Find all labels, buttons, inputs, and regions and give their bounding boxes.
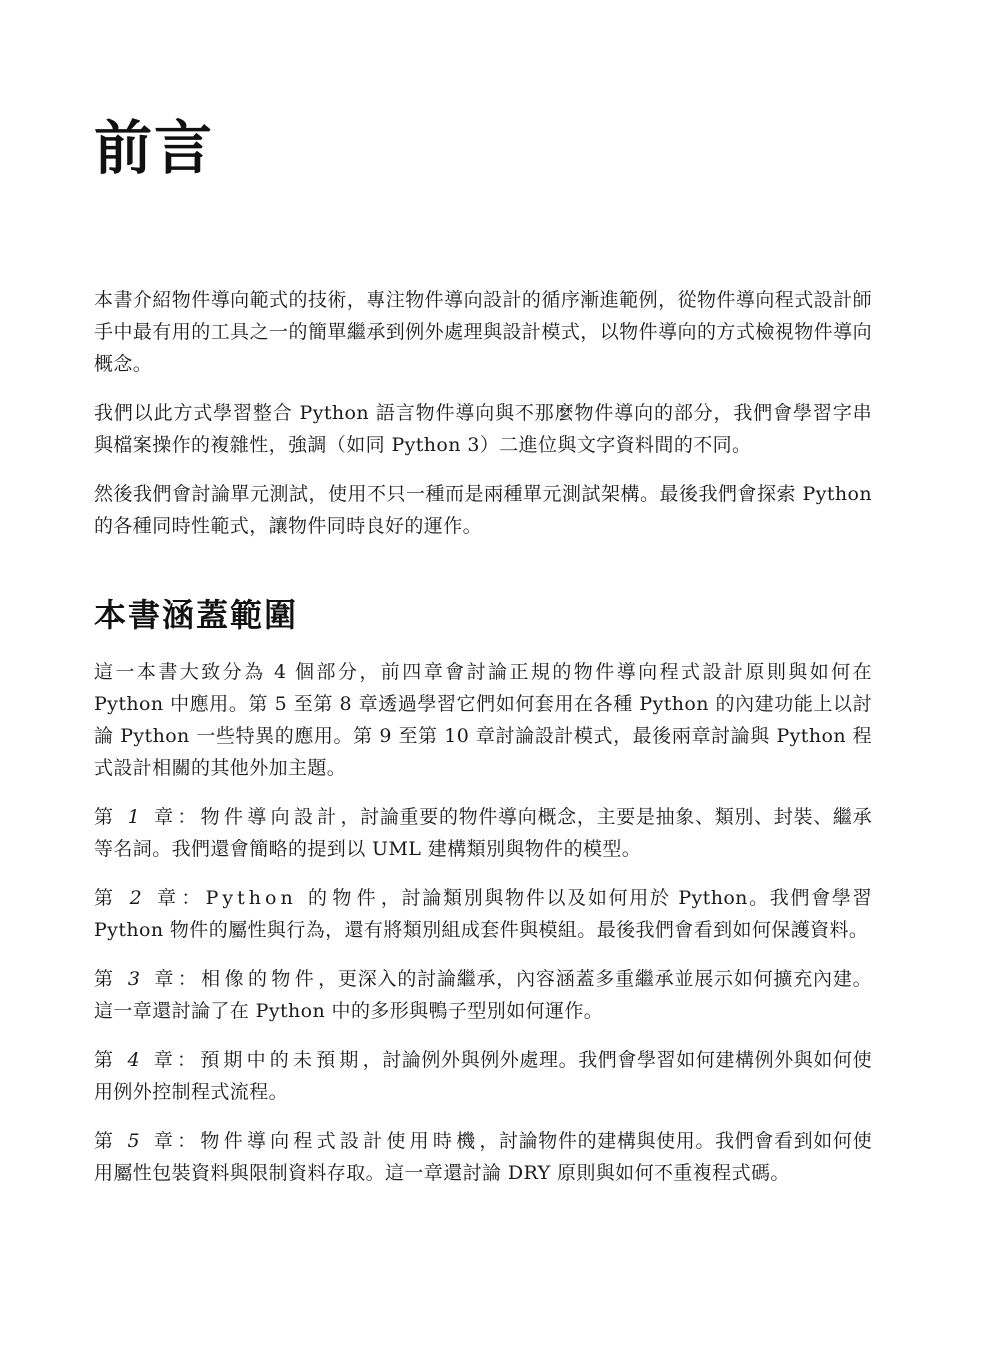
chapter-entry (94, 1125, 872, 1189)
chapter-prefix: 第 (94, 1130, 128, 1152)
chapter-lead (94, 968, 318, 990)
chapter-description: ，討論物件的建構與使用。我們會看到如何使用屬性包裝資料與限制資料存取。這一章還討論 DRY 原則與如何不重複程式碼。 (94, 1130, 872, 1184)
chapter-lead (94, 1130, 479, 1152)
chapter-name: 物件導向程式設計使用時機 (200, 1130, 480, 1152)
intro-paragraph: 我們以此方式學習整合 Python 語言物件導向與不那麼物件導向的部分，我們會學習字串與檔案操作的複雜性，強調（如同 Python 3）二進位與文字資料間的不同。 (94, 402, 872, 456)
chapter-name: 物件導向設計 (200, 806, 341, 828)
coverage-section (94, 656, 872, 1206)
overview-paragraph: 這一本書大致分為 4 個部分，前四章會討論正規的物件導向程式設計原則與如何在 Python 中應用。第 5 至第 8 章透過學習它們如何套用在各種 Python 的內建功能上以討論 Python 一些特異的應用。第 9 至第 10 章討論設計模式，最後兩章討論與 Python 程式設計相關的其他外加主題。 (94, 661, 872, 779)
chapter-description: ，更深入的討論繼承，內容涵蓋多重繼承並展示如何擴充內建。這一章還討論了在 Python 中的多形與鴨子型別如何運作。 (94, 968, 873, 1022)
chapter-description: ，討論例外與例外處理。我們會學習如何建構例外與如何使用例外控制程式流程。 (94, 1049, 872, 1103)
chapter-number: 3 (127, 968, 144, 990)
chapter-number: 4 (127, 1049, 144, 1071)
chapter-number: 2 (129, 887, 146, 909)
chapter-name: 相像的物件 (201, 968, 319, 990)
chapter-prefix: 第 (94, 806, 128, 828)
chapter-lead (94, 1049, 363, 1071)
chapter-suffix: 章： (143, 968, 202, 990)
chapter-suffix: 章： (143, 1130, 201, 1152)
chapter-entry (94, 1044, 872, 1108)
intro-paragraph: 本書介紹物件導向範式的技術，專注物件導向設計的循序漸進範例，從物件導向程式設計師手中最有用的工具之一的簡單繼承到例外處理與設計模式，以物件導向的方式檢視物件導向概念。 (94, 289, 872, 375)
chapter-prefix: 第 (94, 968, 128, 990)
section-heading: 本書涵蓋範圍 (94, 596, 299, 634)
chapter-description: ，討論重要的物件導向概念，主要是抽象、類別、封裝、繼承等名詞。我們還會簡略的提到以 UML 建構類別與物件的模型。 (94, 806, 872, 860)
chapter-lead (94, 887, 381, 909)
chapter-prefix: 第 (94, 1049, 128, 1071)
chapter-number: 5 (127, 1130, 144, 1152)
intro-section (94, 284, 872, 559)
chapter-entry (94, 882, 872, 946)
chapter-lead (94, 806, 340, 828)
intro-paragraph: 然後我們會討論單元測試，使用不只一種而是兩種單元測試架構。最後我們會探索 Python 的各種同時性範式，讓物件同時良好的運作。 (94, 483, 872, 537)
chapter-name: 預期中的未預期 (200, 1049, 363, 1071)
page-title: 前言 (94, 114, 215, 182)
chapter-prefix: 第 (94, 887, 130, 909)
chapter-entry (94, 801, 872, 865)
chapter-name: Python 的物件 (205, 887, 381, 909)
chapter-suffix: 章： (143, 1049, 201, 1071)
chapter-suffix: 章： (145, 887, 206, 909)
chapter-description: ，討論類別與物件以及如何用於 Python。我們會學習 Python 物件的屬性與行為，還有將類別組成套件與模組。最後我們會看到如何保護資料。 (94, 887, 872, 941)
chapter-suffix: 章： (143, 806, 201, 828)
chapter-number: 1 (127, 806, 144, 828)
chapter-entry (94, 963, 872, 1027)
